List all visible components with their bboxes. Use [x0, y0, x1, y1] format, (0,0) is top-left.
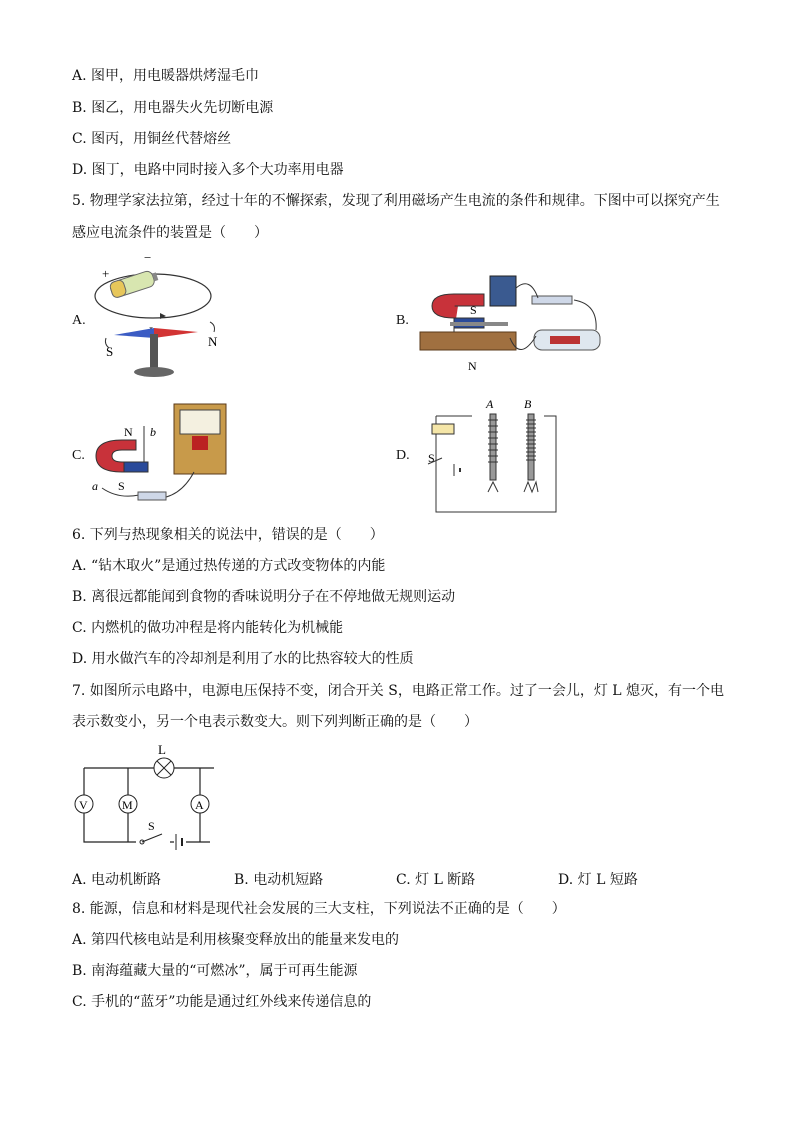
- point-a-label: a: [92, 479, 98, 493]
- q8-option-c: C. 手机的“蓝牙”功能是通过红外线来传递信息的: [72, 994, 372, 1010]
- battery-minus-sign: −: [144, 250, 152, 265]
- q6-stem: 6. 下列与热现象相关的说法中，错误的是（ ）: [72, 527, 384, 543]
- magnet-south-pole: [124, 462, 148, 472]
- north-label: N: [468, 359, 477, 372]
- q4-option-c: C. 图丙，用铜丝代替熔丝: [72, 131, 232, 147]
- q6-option-a: A. “钻木取火”是通过热传递的方式改变物体的内能: [72, 558, 386, 574]
- rail: [450, 322, 508, 326]
- q4-option-a: A. 图甲，用电暖器烘烤湿毛巾: [72, 68, 260, 84]
- south-label: S: [118, 479, 125, 493]
- figure-a-oersted: [88, 248, 228, 383]
- battery-plus-sign: +: [102, 266, 110, 281]
- q6-option-c: C. 内燃机的做功冲程是将内能转化为机械能: [72, 620, 344, 636]
- battery-pack: [490, 276, 516, 306]
- core-a: [490, 414, 496, 480]
- q7-option-b: B. 电动机短路: [234, 872, 324, 888]
- figure-b-motor-setup: [414, 268, 618, 372]
- attracted-pins: [488, 482, 538, 492]
- q5-option-d-label: D.: [396, 448, 410, 463]
- rheostat: [432, 424, 454, 434]
- south-label: S: [470, 303, 477, 317]
- stand-base: [134, 367, 174, 377]
- battery-icon: [109, 269, 160, 299]
- q5-option-a-label: A.: [72, 313, 86, 328]
- switch-label: S: [428, 451, 435, 465]
- q8-option-b: B. 南海蕴藏大量的“可燃冰”，属于可再生能源: [72, 963, 358, 979]
- north-label: N: [124, 425, 133, 439]
- figure-c-induction: [88, 400, 238, 510]
- q5-option-c-label: C.: [72, 448, 85, 463]
- needle-north: [154, 328, 198, 338]
- switch: [138, 492, 166, 500]
- motor-label: M: [122, 798, 133, 812]
- q5-option-b-label: B.: [396, 313, 409, 328]
- wooden-base: [420, 332, 516, 350]
- q4-option-d: D. 图丁，电路中同时接入多个大功率用电器: [72, 162, 344, 178]
- voltmeter-label: V: [79, 798, 88, 812]
- q4-option-b: B. 图乙，用电器失火先切断电源: [72, 100, 274, 116]
- q6-option-b: B. 离很远都能闻到食物的香味说明分子在不停地做无规则运动: [72, 589, 456, 605]
- rheostat-coil: [550, 336, 580, 344]
- galvanometer-dial: [180, 410, 220, 434]
- q8-option-a: A. 第四代核电站是利用核聚变释放出的能量来发电的: [72, 932, 400, 948]
- point-b-label: b: [150, 425, 156, 439]
- north-label: N: [208, 334, 218, 349]
- galvanometer-coil: [192, 436, 208, 450]
- q6-option-d: D. 用水做汽车的冷却剂是利用了水的比热容较大的性质: [72, 651, 414, 667]
- ammeter-label: A: [195, 798, 204, 812]
- switch-label: S: [148, 819, 155, 833]
- q7-stem-line2: 表示数变小，另一个电表示数变大。则下列判断正确的是（ ）: [72, 714, 478, 730]
- lamp-label: L: [158, 742, 166, 757]
- q7-option-c: C. 灯 L 断路: [396, 872, 476, 888]
- q7-option-d: D. 灯 L 短路: [558, 872, 638, 888]
- figure-d-electromagnets: [420, 396, 560, 514]
- q7-option-a: A. 电动机断路: [72, 872, 162, 888]
- needle-south: [114, 328, 154, 338]
- figure-q7-circuit: [70, 740, 220, 855]
- south-label: S: [106, 344, 114, 359]
- rotation-arrow-right: [210, 322, 215, 332]
- electromagnet-b-label: B: [524, 397, 532, 411]
- q5-stem-line2: 感应电流条件的装置是（ ）: [72, 225, 268, 241]
- needle-stand: [150, 334, 158, 370]
- q8-stem: 8. 能源，信息和材料是现代社会发展的三大支柱，下列说法不正确的是（ ）: [72, 901, 566, 917]
- q5-stem-line1: 5. 物理学家法拉第，经过十年的不懈探索，发现了利用磁场产生电流的条件和规律。下图中可以探究产生: [72, 193, 720, 209]
- electromagnet-a-label: A: [486, 397, 494, 411]
- q7-stem-line1: 7. 如图所示电路中，电源电压保持不变，闭合开关 S，电路正常工作。过了一会儿，灯 L 熄灭，有一个电: [72, 683, 725, 699]
